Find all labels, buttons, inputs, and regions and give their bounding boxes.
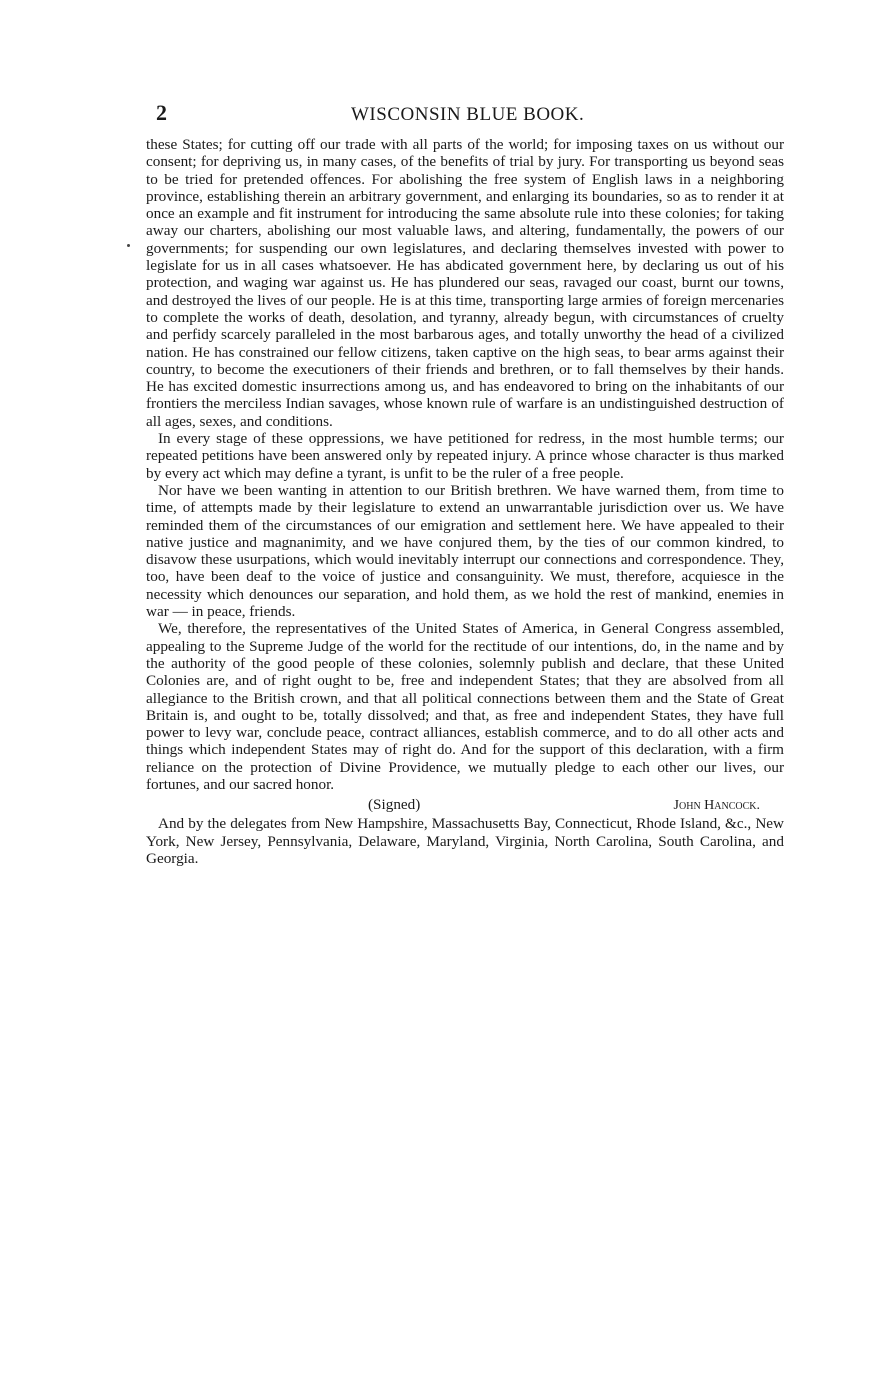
paragraph-delegates: And by the delegates from New Hampshire, Massachusetts Bay, Connecticut, Rhode Island, &c., New York, New Jersey, Pennsylvania, Delaware, Maryland, Virginia, North Carolina, South Carolina, and Georgia. — [146, 815, 784, 867]
signature-line — [146, 795, 784, 815]
document-page — [146, 96, 784, 867]
body-text — [146, 136, 784, 867]
signer-name: John Hancock. — [673, 798, 760, 814]
stray-ink-mark — [127, 244, 130, 247]
running-head: WISCONSIN BLUE BOOK. — [351, 104, 585, 125]
paragraph-declaration: We, therefore, the representatives of the United States of America, in General Congress assembled, appealing to the Supreme Judge of the world for the rectitude of our intentions, do, in the name and by the authority of the good people of these colonies, solemnly publish and declare, that these United Colonies are, and of right ought to be, free and independent States; that they are absolved from all allegiance to the British crown, and that all political connections between them and the State of Great Britain is, and ought to be, totally dissolved; and that, as free and independent States, they have full power to levy war, conclude peace, contract alliances, establish commerce, and to do all other acts and things which independent States may of right do. And for the support of this declaration, with a firm reliance on the protection of Divine Providence, we mutually pledge to each other our lives, our fortunes, and our sacred honor. — [146, 620, 784, 793]
paragraph-petitions: In every stage of these oppressions, we have petitioned for redress, in the most humble terms; our repeated petitions have been answered only by repeated injury. A prince whose character is thus marked by every act which may define a tyrant, is unfit to be the ruler of a free people. — [146, 430, 784, 482]
paragraph-grievances: these States; for cutting off our trade with all parts of the world; for imposing taxes on us without our consent; for depriving us, in many cases, of the benefits of trial by jury. For transporting us beyond seas to be tried for pretended offences. For abolishing the free system of English laws in a neighboring province, establishing therein an arbitrary government, and enlarging its boundaries, so as to render it at once an example and fit instrument for introducing the same absolute rule into these colonies; for taking away our charters, abolishing our most valuable laws, and altering, fundamentally, the powers of our governments; for suspending our own legislatures, and declaring themselves invested with power to legislate for us in all cases whatsoever. He has abdicated government here, by declaring us out of his protection, and waging war against us. He has plundered our seas, ravaged our coast, burnt our towns, and destroyed the lives of our people. He is at this time, transporting large armies of foreign mercenaries to complete the works of death, desolation, and tyranny, already begun, with circumstances of cruelty and perfidy scarcely paralleled in the most barbarous ages, and totally unworthy the head of a civilized nation. He has constrained our fellow citizens, taken captive on the high seas, to bear arms against their country, to become the executioners of their friends and brethren, or to fall themselves by their hands. He has excited domestic insurrections among us, and has endeavored to bring on the inhabitants of our frontiers the merciless Indian savages, whose known rule of warfare is an undistinguished destruction of all ages, sexes, and conditions. — [146, 136, 784, 430]
page-number: 2 — [156, 100, 167, 125]
signed-label: (Signed) — [368, 796, 421, 814]
paragraph-british-brethren: Nor have we been wanting in attention to our British brethren. We have warned them, from time to time, of attempts made by their legislature to extend an unwarrantable jurisdiction over us. We have reminded them of the circumstances of our emigration and settlement here. We have appealed to their native justice and magnanimity, and we have conjured them, by the ties of our common kindred, to disavow these usurpations, which would inevitably interrupt our connections and correspondence. They, too, have been deaf to the voice of justice and consanguinity. We must, therefore, acquiesce in the necessity which denounces our separation, and hold them, as we hold the rest of mankind, enemies in war — in peace, friends. — [146, 481, 784, 621]
page-header — [146, 96, 784, 126]
